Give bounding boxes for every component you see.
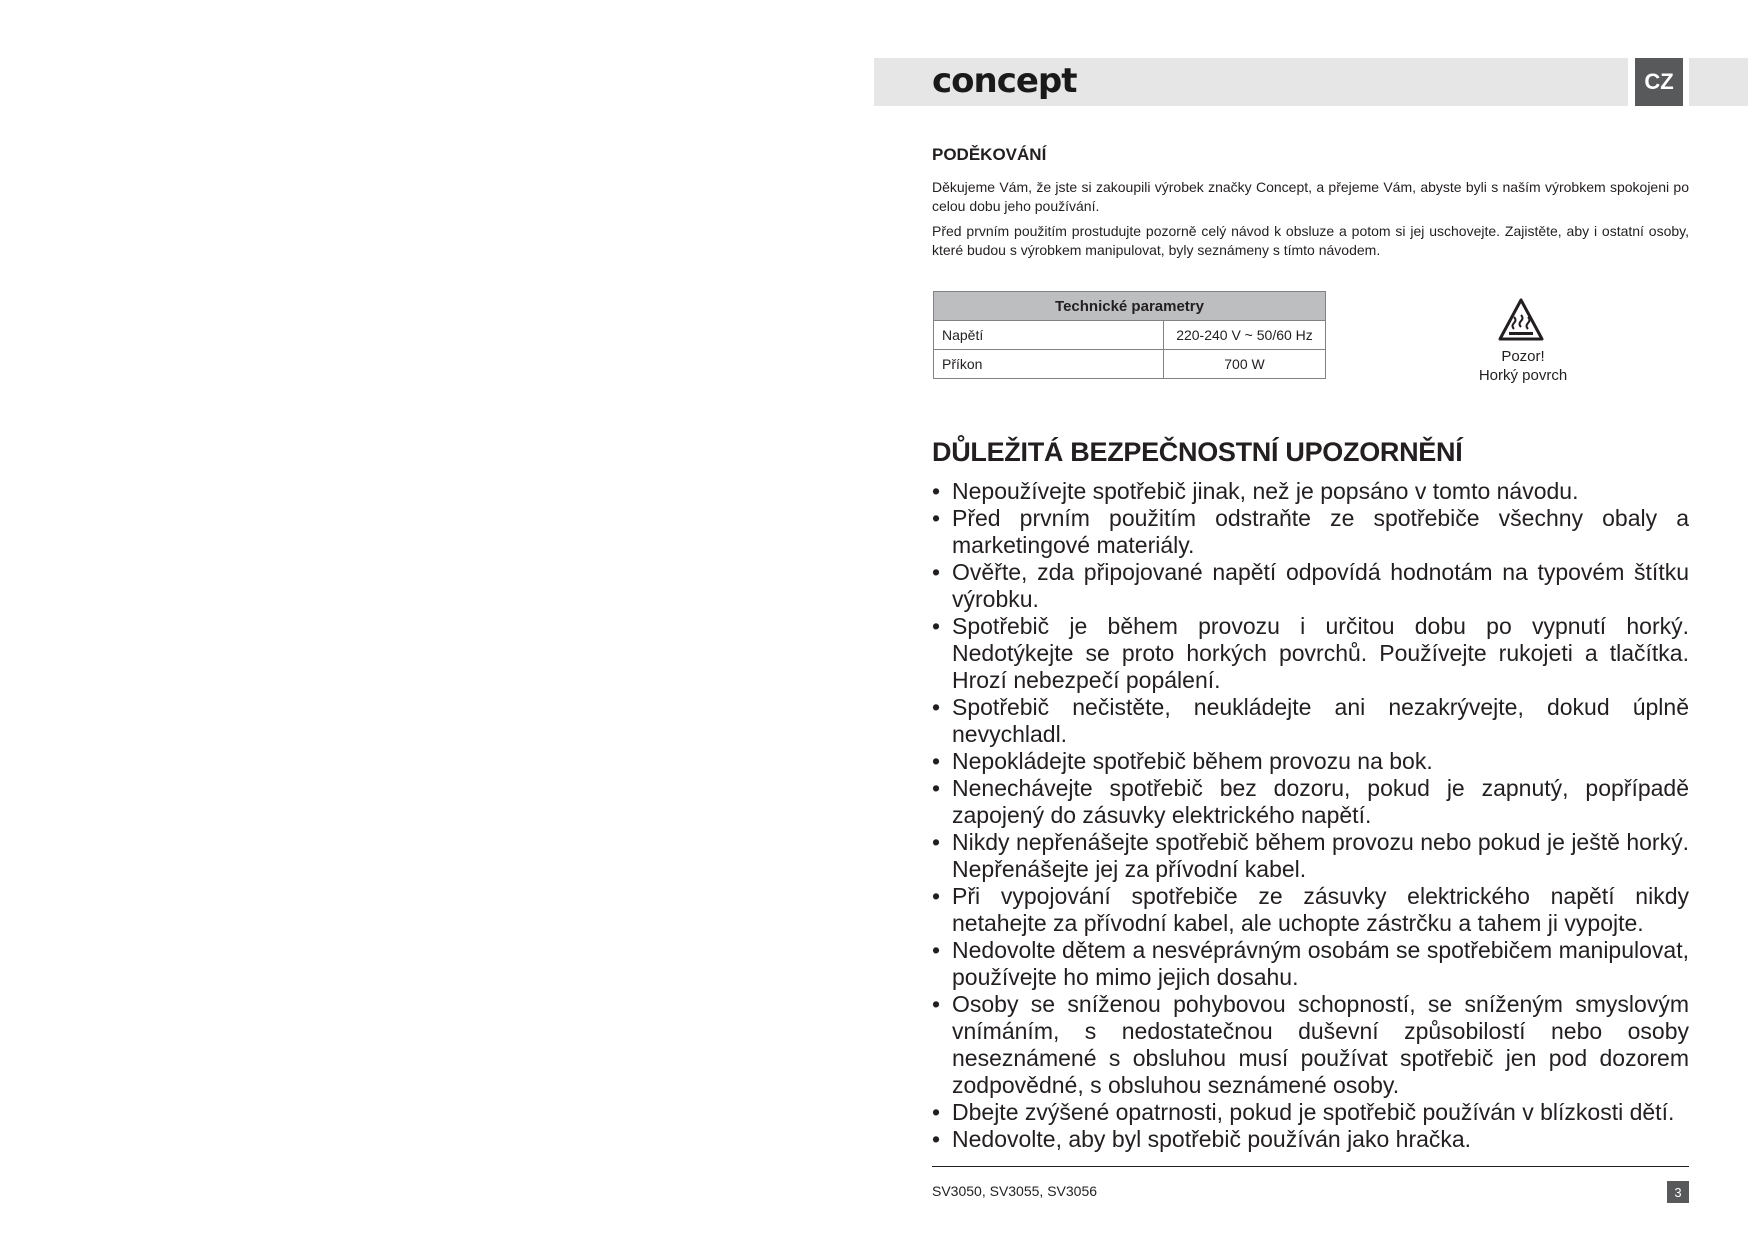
- list-item: • Při vypojování spotřebiče ze zásuvky elektrického napětí nikdy netahejte za přívodní kabel, ale uchopte zástrčku a tahem ji vypojte.: [932, 883, 1689, 937]
- list-item: • Nedovolte, aby byl spotřebič používán jako hračka.: [932, 1126, 1689, 1153]
- list-item: • Nepoužívejte spotřebič jinak, než je popsáno v tomto návodu.: [932, 478, 1689, 505]
- param-value: 220-240 V ~ 50/60 Hz: [1164, 321, 1326, 350]
- warning-line-1: Pozor!: [1501, 348, 1545, 365]
- list-item: • Ověřte, zda připojované napětí odpovídá hodnotám na typovém štítku výrobku.: [932, 559, 1689, 613]
- list-item: • Spotřebič je během provozu i určitou dobu po vypnutí horký. Nedotýkejte se proto horkých povrchů. Používejte rukojeti a tlačítka. Hrozí nebezpečí popálení.: [932, 613, 1689, 694]
- footer-divider: [932, 1166, 1689, 1167]
- list-item: • Nikdy nepřenášejte spotřebič během provozu nebo pokud je ještě horký. Nepřenášejte jej za přívodní kabel.: [932, 829, 1689, 883]
- tech-params-title: Technické parametry: [934, 292, 1326, 321]
- thanks-paragraph-2: Před prvním použitím prostudujte pozorně celý návod k obsluze a potom si jej uschovejte. Zajistěte, aby i ostatní osoby, které budou s výrobkem manipulovat, byly seznámeny s tímto návodem.: [932, 223, 1689, 258]
- thanks-title: PODĚKOVÁNÍ: [932, 145, 1047, 164]
- list-item: • Dbejte zvýšené opatrnosti, pokud je spotřebič používán v blízkosti dětí.: [932, 1099, 1689, 1126]
- page-number: 3: [1667, 1181, 1689, 1203]
- param-value: 700 W: [1164, 350, 1326, 379]
- footer-models: SV3050, SV3055, SV3056: [932, 1183, 1098, 1199]
- list-item: • Nepokládejte spotřebič během provozu na bok.: [932, 748, 1689, 775]
- table-row: [934, 350, 1326, 379]
- hot-surface-warning-icon: [1497, 297, 1545, 343]
- safety-heading: DŮLEŽITÁ BEZPEČNOSTNÍ UPOZORNĚNÍ: [932, 437, 1463, 467]
- warning-caption: [1452, 347, 1594, 385]
- list-item: • Osoby se sníženou pohybovou schopností, se sníženým smyslovým vnímáním, s nedostatečnou duševní způsobilostí nebo osoby neseznámené s obsluhou musí používat spotřebič jen pod dozorem zodpovědné, s obsluhou seznámené osoby.: [932, 991, 1689, 1099]
- table-row: [934, 321, 1326, 350]
- safety-list: [932, 478, 1689, 1153]
- param-label: Příkon: [934, 350, 1164, 379]
- list-item: • Před prvním použitím odstraňte ze spotřebiče všechny obaly a marketingové materiály.: [932, 505, 1689, 559]
- list-item: • Spotřebič nečistěte, neukládejte ani nezakrývejte, dokud úplně nevychladl.: [932, 694, 1689, 748]
- thanks-paragraph-1: Děkujeme Vám, že jste si zakoupili výrobek značky Concept, a přejeme Vám, abyste byli s naším výrobkem spokojeni po celou dobu jeho používání.: [932, 179, 1689, 214]
- brand-logo: concept: [932, 61, 1077, 101]
- param-label: Napětí: [934, 321, 1164, 350]
- warning-line-2: Horký povrch: [1478, 367, 1568, 384]
- header-bar-edge: [1689, 58, 1748, 106]
- language-badge: CZ: [1635, 58, 1683, 106]
- list-item: • Nedovolte dětem a nesvéprávným osobám se spotřebičem manipulovat, používejte ho mimo jejich dosahu.: [932, 937, 1689, 991]
- list-item: • Nenechávejte spotřebič bez dozoru, pokud je zapnutý, popřípadě zapojený do zásuvky elektrického napětí.: [932, 775, 1689, 829]
- tech-params-table: [933, 291, 1326, 379]
